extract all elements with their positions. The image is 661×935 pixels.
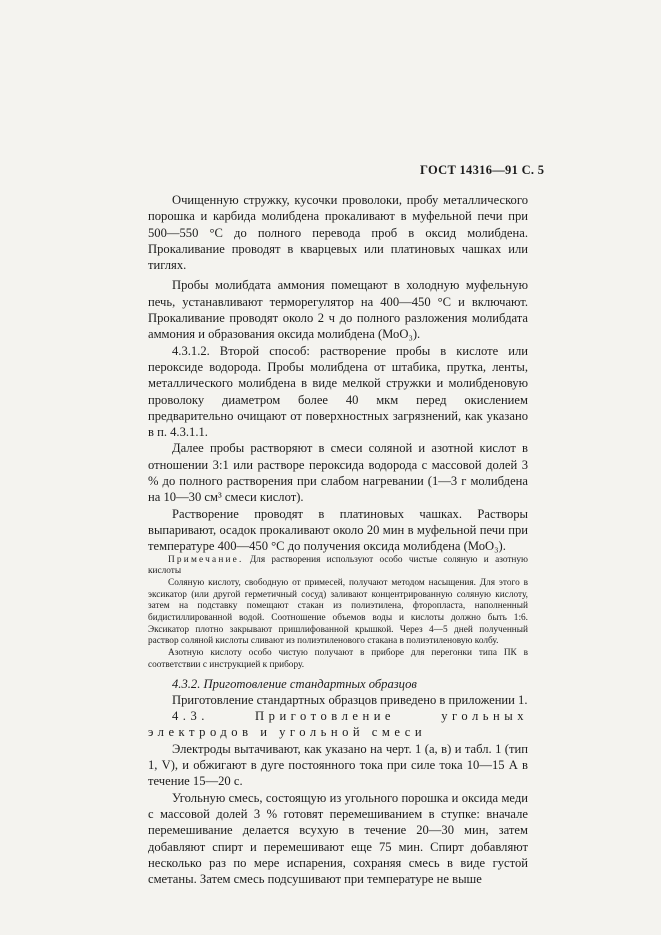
section-heading: 4.3.2. Приготовление стандартных образцов	[172, 676, 417, 691]
section-heading: 4.3. Приготовление угольных электродов и угольной смеси	[148, 709, 528, 740]
paragraph: Электроды вытачивают, как указано на черт. 1 (а, в) и табл. 1 (тип 1, V), и обжигают в дуге постоянного тока при силе тока 10—15 А в течение 15—20 с.	[148, 741, 528, 789]
paragraph: Пробы молибдата аммония помещают в холодную муфельную печь, устанавливают терморегулятор на 400—450 °С и включают. Прокаливание проводят около 2 ч до полного разложения молибдата аммония и образования оксида молибдена (МоО₃).	[148, 278, 528, 342]
paragraph: Растворение проводят в платиновых чашках. Растворы выпаривают, осадок прокаливают около 20 мин в муфельной печи при температуре 400—450 °С до получения оксида молибдена (МоО₃).	[148, 506, 528, 554]
note-label: Примечание.	[168, 554, 244, 565]
paragraph: Далее пробы растворяют в смеси соляной и азотной кислот в отношении 3:1 или растворе пероксида водорода с массовой долей 3 % до полного растворения при слабом нагревании (1—3 г молибдена на 10—30 см³ смеси кислот).	[148, 441, 528, 505]
paragraph: Приготовление стандартных образцов приведено в приложении 1.	[172, 692, 528, 707]
paragraph: Угольную смесь, состоящую из угольного порошка и оксида меди с массовой долей 3 % готовят перемешиванием в ступке: вначале перемешивание делается всухую в течение 20—30 мин, затем добавляют спирт и перемешивают еще 75 мин. Спирт добавляют несколько раз по мере испарения, сохраняя смесь в виде густой сметаны. Затем смесь подсушивают при температуре не выше	[148, 790, 528, 887]
paragraph: Очищенную стружку, кусочки проволоки, пробу металлического порошка и карбида молибдена прокаливают в муфельной печи при 500—550 °С до полного перевода проб в оксид молибдена. Прокаливание проводят в кварцевых или платиновых чашках или тиглях.	[148, 193, 528, 273]
note-paragraph: Соляную кислоту, свободную от примесей, получают методом насыщения. Для этого в эксикатор (или другой герметичный сосуд) заливают концентрированную соляную кислоту, затем на подставку помещают стакан из полиэтилена, фторопласта, наполненный бидистиллированной водой. Соотношение объемов воды и кислоты должно быть 1:6. Эксикатор плотно закрывают пришлифованной крышкой. Через 4—5 дней полученный раствор соляной кислоты сливают из полиэтиленового стакана в полиэтиленовую колбу.	[148, 577, 528, 647]
document-body	[148, 192, 528, 887]
note-text: Для растворения используют особо чистые соляную и азотную кислоты	[148, 554, 528, 577]
note	[148, 555, 528, 578]
note-paragraph: Азотную кислоту особо чистую получают в приборе для перегонки типа ПК в соответствии с инструкцией к прибору.	[148, 648, 528, 670]
paragraph: 4.3.1.2. Второй способ: растворение пробы в кислоте или пероксиде водорода. Пробы молибдена от штабика, прутка, ленты, металлического молибдена в виде мелкой стружки и молибденовую проволоку диаметром более 40 мкм перед окислением предварительно очищают от поверхностных загрязнений, как указано в п. 4.3.1.1.	[148, 343, 528, 440]
page-header: ГОСТ 14316—91 С. 5	[420, 163, 545, 177]
